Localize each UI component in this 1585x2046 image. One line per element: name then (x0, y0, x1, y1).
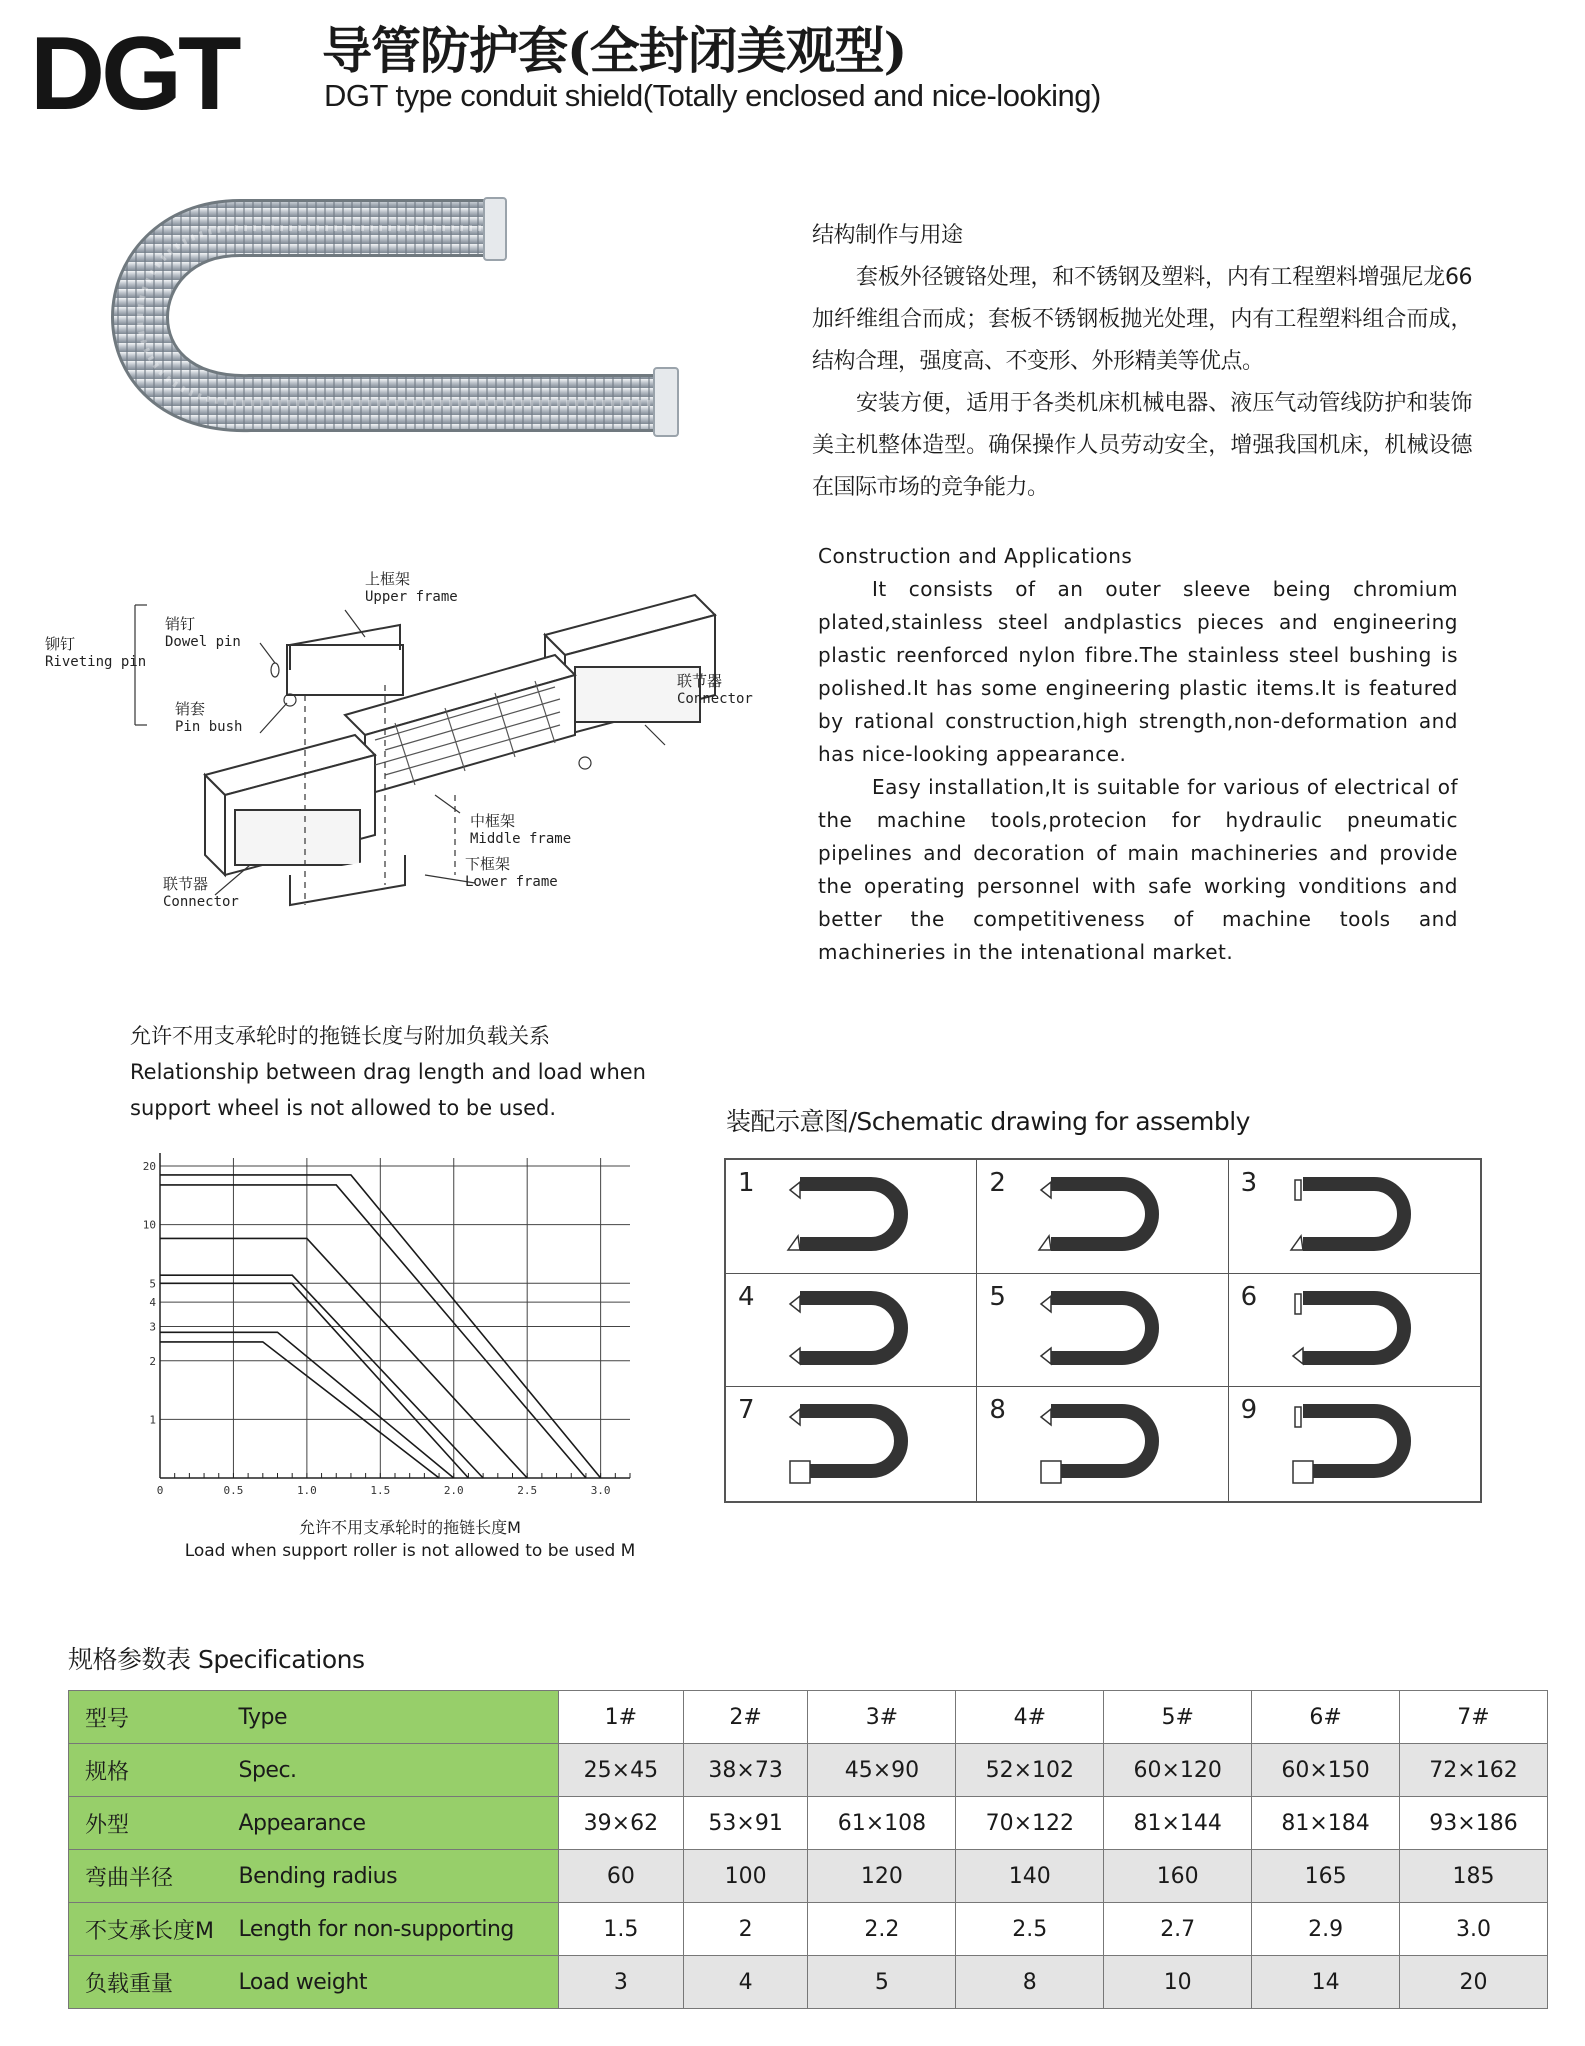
chart-x-tick-label: 0 (156, 1484, 164, 1497)
assembly-cell (977, 1160, 1228, 1274)
spec-cell: 60×150 (1252, 1744, 1400, 1797)
spec-cell: 61×108 (808, 1797, 956, 1850)
specifications-title: 规格参数表 Specifications (68, 1645, 365, 1674)
assembly-cell (726, 1387, 977, 1501)
spec-row-label-en: Type (239, 1691, 559, 1744)
spec-cell: 10 (1104, 1956, 1252, 2009)
spec-row-label-cn: 型号 (69, 1691, 239, 1744)
assembly-cell-number: 8 (989, 1395, 1006, 1426)
spec-row (69, 1691, 1548, 1744)
chart-series-line (160, 1238, 527, 1478)
drag-length-load-chart (130, 1148, 650, 1497)
drag-chain-schematic-icon (1289, 1172, 1409, 1262)
description-en-paragraph: Easy installation,It is suitable for various of electrical of the machine tools,protecion for hydraulic pneumatic pipelines and decoration of main machineries and provide the operating personnel with safe working vonditions and better the competitiveness of machine tools and machineries in the intenational market. (818, 775, 1458, 964)
spec-row-label-cn: 负载重量 (69, 1956, 239, 2009)
spec-cell: 60×120 (1104, 1744, 1252, 1797)
label-middle-frame: 中框架 Middle frame (470, 812, 572, 847)
assembly-cell (726, 1274, 977, 1388)
chart-y-tick-label: 3 (149, 1320, 156, 1334)
specifications-table (68, 1690, 1548, 2009)
drag-chain-schematic-icon (1289, 1286, 1409, 1376)
assembly-cell-number: 3 (1240, 1168, 1258, 1198)
chart-title-en-2: support wheel is not allowed to be used. (130, 1096, 556, 1120)
description-en-heading: Construction and Applications (818, 544, 1133, 568)
spec-cell: 3# (808, 1691, 956, 1744)
assembly-cell (977, 1387, 1228, 1501)
label-connector-left: 联节器 Connector (163, 875, 239, 910)
spec-cell: 3 (559, 1956, 684, 2009)
assembly-cell-number: 5 (989, 1281, 1006, 1312)
spec-cell: 93×186 (1400, 1797, 1548, 1850)
spec-cell: 6# (1252, 1691, 1400, 1744)
spec-cell: 5# (1104, 1691, 1252, 1744)
description-cn (812, 215, 1472, 509)
chart-x-tick-label: 1.5 (370, 1484, 391, 1497)
assembly-schematic-grid (724, 1158, 1482, 1503)
spec-cell: 165 (1252, 1850, 1400, 1903)
assembly-cell-number: 6 (1240, 1281, 1258, 1312)
drag-chain-schematic-icon (1037, 1286, 1157, 1376)
description-en (818, 540, 1458, 969)
assembly-cell-number: 9 (1240, 1395, 1258, 1426)
chart-y-tick-label: 20 (142, 1160, 156, 1174)
spec-row-label-en: Length for non-supporting (239, 1903, 559, 1956)
description-en-paragraph: It consists of an outer sleeve being chromium plated,stainless steel andplastics pieces and engineering plastic reenforced nylon fibre.The stainless steel bushing is polished.It has some engineering plastic items.It is featured by rational construction,high strength,non-deformation and has nice-looking appearance. (818, 577, 1458, 766)
spec-cell: 25×45 (559, 1744, 684, 1797)
chart-x-tick-label: 3.0 (590, 1484, 611, 1497)
description-cn-heading: 结构制作与用途 (812, 223, 963, 248)
spec-cell: 1# (559, 1691, 684, 1744)
assembly-cell (1229, 1274, 1480, 1388)
spec-cell: 1.5 (559, 1903, 684, 1956)
assembly-cell-number: 2 (989, 1168, 1006, 1198)
chart-x-tick-label: 2.5 (517, 1484, 538, 1497)
chart-x-tick-label: 0.5 (223, 1484, 244, 1497)
chart-title-en-1: Relationship between drag length and load when (130, 1060, 646, 1084)
chart-x-tick-label: 2.0 (443, 1484, 464, 1497)
spec-cell: 45×90 (808, 1744, 956, 1797)
spec-cell: 81×144 (1104, 1797, 1252, 1850)
spec-cell: 14 (1252, 1956, 1400, 2009)
drag-chain-schematic-icon (786, 1172, 906, 1262)
drag-chain-schematic-icon (1037, 1172, 1157, 1262)
spec-row-label-cn: 弯曲半径 (69, 1850, 239, 1903)
spec-cell: 2# (683, 1691, 808, 1744)
chart-series-line (160, 1342, 439, 1478)
description-cn-paragraph: 安装方便，适用于各类机床机械电器、液压气动管线防护和装饰美主机整体造型。确保操作人员劳动安全，增强我国机床，机械设德在国际市场的竞争能力。 (812, 391, 1472, 500)
chart-x-tick-label: 1.0 (296, 1484, 317, 1497)
page-title-en: DGT type conduit shield(Totally enclosed and nice-looking) (324, 78, 1101, 113)
spec-row (69, 1850, 1548, 1903)
spec-cell: 39×62 (559, 1797, 684, 1850)
label-upper-frame: 上框架 Upper frame (365, 570, 458, 605)
chart-y-tick-label: 10 (142, 1218, 156, 1232)
chart-y-tick-label: 1 (149, 1413, 156, 1427)
spec-row (69, 1956, 1548, 2009)
spec-row (69, 1903, 1548, 1956)
drag-chain-schematic-icon (1289, 1399, 1409, 1489)
spec-cell: 2.7 (1104, 1903, 1252, 1956)
chart-series-line (160, 1185, 586, 1478)
assembly-cell (726, 1160, 977, 1274)
chart-y-tick-label: 2 (149, 1354, 156, 1368)
assembly-cell-number: 4 (738, 1281, 755, 1312)
spec-cell: 70×122 (956, 1797, 1104, 1850)
assembly-cell-number: 7 (738, 1395, 755, 1426)
assembly-cell-number: 1 (738, 1168, 755, 1198)
description-cn-paragraph: 套板外径镀铬处理，和不锈钢及塑料，内有工程塑料增强尼龙66加纤维组合而成；套板不锈钢板抛光处理，内有工程塑料组合而成，结构合理，强度高、不变形、外形精美等优点。 (812, 265, 1472, 374)
spec-cell: 120 (808, 1850, 956, 1903)
chart-y-tick-label: 5 (149, 1277, 156, 1291)
spec-cell: 2.5 (956, 1903, 1104, 1956)
label-pin-bush: 销套 Pin bush (175, 700, 243, 735)
drag-chain-schematic-icon (1037, 1399, 1157, 1489)
spec-cell: 52×102 (956, 1744, 1104, 1797)
spec-cell: 4 (683, 1956, 808, 2009)
assembly-title: 装配示意图/Schematic drawing for assembly (726, 1107, 1250, 1136)
assembly-cell (1229, 1160, 1480, 1274)
chart-xlabel-cn: 允许不用支承轮时的拖链长度M (299, 1518, 521, 1537)
spec-row-label-cn: 不支承长度M (69, 1903, 239, 1956)
chart-xlabel-en: Load when support roller is not allowed to be used M (184, 1541, 636, 1561)
spec-row-label-en: Appearance (239, 1797, 559, 1850)
spec-row-label-cn: 外型 (69, 1797, 239, 1850)
assembly-cell (1229, 1387, 1480, 1501)
spec-row (69, 1797, 1548, 1850)
label-dowel-pin: 销钉 Dowel pin (165, 615, 241, 650)
spec-cell: 72×162 (1400, 1744, 1548, 1797)
spec-row-label-cn: 规格 (69, 1744, 239, 1797)
spec-cell: 53×91 (683, 1797, 808, 1850)
spec-row-label-en: Bending radius (239, 1850, 559, 1903)
page-title-cn: 导管防护套(全封闭美观型) (322, 21, 907, 80)
spec-cell: 60 (559, 1850, 684, 1903)
spec-cell: 185 (1400, 1850, 1548, 1903)
spec-cell: 3.0 (1400, 1903, 1548, 1956)
chart-title (130, 1018, 646, 1126)
label-connector-right: 联节器 Connector (677, 672, 753, 707)
spec-cell: 140 (956, 1850, 1104, 1903)
spec-cell: 8 (956, 1956, 1104, 2009)
spec-cell: 38×73 (683, 1744, 808, 1797)
conduit-shield-photo (90, 208, 710, 463)
label-lower-frame: 下框架 Lower frame (465, 855, 558, 890)
spec-cell: 81×184 (1252, 1797, 1400, 1850)
spec-cell: 2.9 (1252, 1903, 1400, 1956)
brand-logo: DGT (30, 16, 238, 132)
spec-cell: 7# (1400, 1691, 1548, 1744)
assembly-cell (977, 1274, 1228, 1388)
drag-chain-schematic-icon (786, 1399, 906, 1489)
label-riveting-pin: 铆钉 Riveting pin (45, 635, 147, 670)
chart-y-tick-label: 4 (149, 1296, 156, 1310)
spec-row-label-en: Spec. (239, 1744, 559, 1797)
spec-cell: 2.2 (808, 1903, 956, 1956)
spec-row (69, 1744, 1548, 1797)
spec-cell: 20 (1400, 1956, 1548, 2009)
spec-cell: 160 (1104, 1850, 1252, 1903)
spec-cell: 100 (683, 1850, 808, 1903)
exploded-assembly-diagram (45, 570, 775, 955)
spec-row-label-en: Load weight (239, 1956, 559, 2009)
spec-cell: 5 (808, 1956, 956, 2009)
chart-title-cn: 允许不用支承轮时的拖链长度与附加负载关系 (130, 1024, 550, 1048)
spec-cell: 4# (956, 1691, 1104, 1744)
spec-cell: 2 (683, 1903, 808, 1956)
drag-chain-schematic-icon (786, 1286, 906, 1376)
